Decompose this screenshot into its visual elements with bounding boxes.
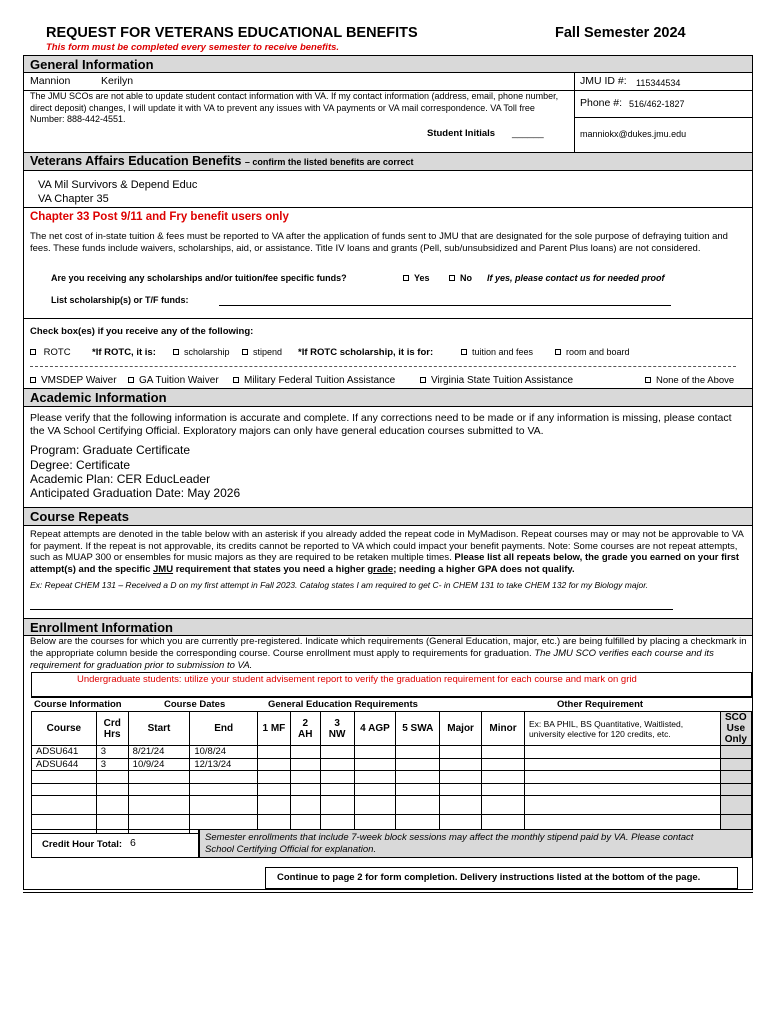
military-fed-checkbox[interactable] <box>233 377 239 383</box>
cell-other[interactable] <box>524 783 720 796</box>
cell-sco <box>720 796 751 815</box>
cell-ah[interactable] <box>290 796 320 815</box>
cell-crd: 3 <box>96 746 128 759</box>
cell-crd: 3 <box>96 758 128 771</box>
general-info-heading: General Information <box>23 55 753 73</box>
repeats-text: Repeat attempts are denoted in the table below with an asterisk if you already added the repeat code in MyMadison. Repeat courses may or may not be approvable to VA for payment. If the repeat is not approvable, its credits cannot be reported to VA which could impact your benefit payments. Note: Some courses are not repeat attempts, such as MUAP 300 or ensembles for music majors as they are required to be retaken multiple times. Please list all repeats below, the grade you earned on your first attempt(s) and the specific JMU requirement that states you need a higher grade; needing a higher GPA does not qualify. <box>30 529 744 575</box>
rotc-checkbox[interactable] <box>30 349 36 355</box>
cell-start: 8/21/24 <box>128 746 190 759</box>
cell-mf[interactable] <box>257 783 290 796</box>
cell-sco <box>720 746 751 759</box>
group-gen-ed: General Education Requirements <box>268 699 418 710</box>
table-row <box>32 783 752 796</box>
rotc-scholarship-checkbox[interactable] <box>173 349 179 355</box>
academic-heading: Academic Information <box>23 388 753 407</box>
cell-minor[interactable] <box>482 771 525 784</box>
rotc-stipend-checkbox[interactable] <box>242 349 248 355</box>
benefit-1: VA Mil Survivors & Depend Educ <box>38 179 198 191</box>
credit-total-value: 6 <box>130 837 136 849</box>
initials-field[interactable]: ______ <box>512 128 544 139</box>
col-agp: 4 AGP <box>354 712 396 746</box>
table-header-row <box>32 712 752 746</box>
semester-label: Fall Semester 2024 <box>555 25 686 41</box>
cell-course: ADSU644 <box>32 758 97 771</box>
academic-plan: Academic Plan: CER EducLeader <box>30 472 211 486</box>
table-row <box>32 796 752 815</box>
cell-start: 10/9/24 <box>128 758 190 771</box>
degree: Degree: Certificate <box>30 458 131 472</box>
cell-end[interactable] <box>190 796 258 815</box>
scholarship-question: Are you receiving any scholarships and/or tuition/fee specific funds? <box>51 273 347 283</box>
jmu-id-value: 115344534 <box>636 78 681 88</box>
cell-sco <box>720 771 751 784</box>
cell-other[interactable] <box>524 746 720 759</box>
rotc-it-is-label: *If ROTC, it is: <box>92 347 156 358</box>
cell-start[interactable] <box>128 783 190 796</box>
cell-swa[interactable] <box>396 783 440 796</box>
col-sco: SCO Use Only <box>720 712 751 746</box>
ga-waiver-checkbox[interactable] <box>128 377 134 383</box>
enrollment-text: Below are the courses for which you are currently pre-registered. Indicate which requirements (General Education, major, etc.) are being fulfilled by placing a checkmark in the appropriate column beside the corresponding course. Course enrollment must apply to requirements for graduation. The JMU SCO verifies each course and its requirement for graduation prior to submission to VA. <box>30 636 747 671</box>
col-major: Major <box>440 712 482 746</box>
cell-swa[interactable] <box>396 796 440 815</box>
ga-waiver-option[interactable]: GA Tuition Waiver <box>128 375 219 387</box>
undergrad-note: Undergraduate students: utilize your student advisement report to verify the graduation requirement for each course and mark on grid <box>77 674 637 685</box>
cell-nw[interactable] <box>320 796 354 815</box>
cell-ah[interactable] <box>290 746 320 759</box>
table-row <box>32 758 752 771</box>
table-row <box>32 746 752 759</box>
chapter33-heading: Chapter 33 Post 9/11 and Fry benefit users only <box>30 211 289 223</box>
col-ah: 2 AH <box>290 712 320 746</box>
group-course-dates: Course Dates <box>164 699 226 710</box>
cell-agp[interactable] <box>354 771 396 784</box>
col-crd-hrs: Crd Hrs <box>96 712 128 746</box>
cell-other[interactable] <box>524 771 720 784</box>
cell-agp[interactable] <box>354 746 396 759</box>
enrollment-heading: Enrollment Information <box>23 618 753 636</box>
yes-option[interactable]: Yes <box>403 273 430 285</box>
academic-text: Please verify that the following information is accurate and complete. If any corrections need to be made or if any information is missing, please contact the VA School Certifying Official. Exploratory majors can only have general education courses submitted to VA. <box>30 412 732 437</box>
cell-mf[interactable] <box>257 796 290 815</box>
col-swa: 5 SWA <box>396 712 440 746</box>
cell-ah[interactable] <box>290 783 320 796</box>
tuition-fees-option[interactable]: tuition and fees <box>461 347 533 359</box>
cell-major[interactable] <box>440 746 482 759</box>
room-board-checkbox[interactable] <box>555 349 561 355</box>
cell-minor[interactable] <box>482 758 525 771</box>
cell-mf[interactable] <box>257 758 290 771</box>
cell-major[interactable] <box>440 783 482 796</box>
email-value: manniokx@dukes.jmu.edu <box>580 129 687 139</box>
rotc-stipend-option[interactable]: stipend <box>242 347 282 359</box>
cell-other[interactable] <box>524 796 720 815</box>
col-nw: 3 NW <box>320 712 354 746</box>
cell-mf[interactable] <box>257 746 290 759</box>
yes-checkbox[interactable] <box>403 275 409 281</box>
repeats-heading: Course Repeats <box>23 507 753 526</box>
scholarship-list-field[interactable] <box>219 305 671 306</box>
cell-nw[interactable] <box>320 771 354 784</box>
col-end: End <box>190 712 258 746</box>
cell-nw[interactable] <box>320 746 354 759</box>
cell-mf[interactable] <box>257 771 290 784</box>
virginia-state-checkbox[interactable] <box>420 377 426 383</box>
va-heading-text: Veterans Affairs Education Benefits <box>30 154 242 168</box>
repeats-example: Ex: Repeat CHEM 131 – Received a D on my first attempt in Fall 2023. Catalog states I am required to get C- in CHEM 131 to take CHEM 132 for my Biology major. <box>30 580 649 590</box>
cell-major[interactable] <box>440 758 482 771</box>
initials-label: Student Initials <box>427 128 496 139</box>
if-yes-note: If yes, please contact us for needed proof <box>487 273 665 283</box>
no-option[interactable]: No <box>449 273 472 285</box>
block-note: Semester enrollments that include 7-week block sessions may affect the monthly stipend paid by VA. Please contact School Certifying Official for explanation. <box>205 832 694 855</box>
vmsdep-option[interactable]: VMSDEP Waiver <box>30 375 117 387</box>
cell-end: 10/8/24 <box>190 746 258 759</box>
cell-course[interactable] <box>32 771 97 784</box>
cell-end: 12/13/24 <box>190 758 258 771</box>
repeats-field[interactable] <box>30 609 673 610</box>
cell-crd[interactable] <box>96 783 128 796</box>
room-board-option[interactable]: room and board <box>555 347 630 359</box>
col-mf: 1 MF <box>257 712 290 746</box>
virginia-state-option[interactable]: Virginia State Tuition Assistance <box>420 375 573 387</box>
cell-agp[interactable] <box>354 758 396 771</box>
cell-major[interactable] <box>440 796 482 815</box>
chapter33-text: The net cost of in-state tuition & fees must be reported to VA after the application of funds sent to JMU that are designated for the sole purpose of defraying tuition and fees. These funds include waivers, scholarships, aid, or assistance. Title IV loans and grants (Pell, sub/unsubsidized and Parent Plus loans) are not considered. <box>30 231 728 254</box>
cell-other[interactable] <box>524 758 720 771</box>
divider <box>30 366 736 367</box>
rotc-scholarship-for-label: *If ROTC scholarship, it is for: <box>298 347 434 358</box>
first-name: Kerilyn <box>101 75 134 87</box>
rotc-option[interactable]: ROTC <box>30 347 71 359</box>
course-table <box>31 711 752 834</box>
cell-ah[interactable] <box>290 771 320 784</box>
check-heading: Check box(es) if you receive any of the following: <box>30 326 254 337</box>
none-option[interactable]: None of the Above <box>645 375 734 387</box>
va-benefits-heading <box>23 152 753 171</box>
group-other-req: Other Requirement <box>557 699 644 710</box>
military-fed-option[interactable]: Military Federal Tuition Assistance <box>233 375 395 387</box>
credit-total-label: Credit Hour Total: <box>42 839 123 850</box>
cell-minor[interactable] <box>482 796 525 815</box>
cell-start[interactable] <box>128 771 190 784</box>
cell-start[interactable] <box>128 796 190 815</box>
cell-course[interactable] <box>32 783 97 796</box>
group-course-info: Course Information <box>34 699 122 710</box>
program: Program: Graduate Certificate <box>30 443 191 457</box>
cell-crd[interactable] <box>96 796 128 815</box>
cell-course: ADSU641 <box>32 746 97 759</box>
cell-minor[interactable] <box>482 783 525 796</box>
scholarship-list-label: List scholarship(s) or T/F funds: <box>51 295 189 305</box>
cell-agp[interactable] <box>354 796 396 815</box>
form-subtitle: This form must be completed every semester to receive benefits. <box>46 42 340 53</box>
jmu-id-label: JMU ID #: <box>580 75 627 87</box>
cell-crd[interactable] <box>96 771 128 784</box>
table-row <box>32 771 752 784</box>
last-name: Mannion <box>30 75 71 87</box>
cell-swa[interactable] <box>396 746 440 759</box>
cell-end[interactable] <box>190 783 258 796</box>
col-minor: Minor <box>482 712 525 746</box>
rotc-scholarship-option[interactable]: scholarship <box>173 347 230 359</box>
graduation-date: Anticipated Graduation Date: May 2026 <box>30 486 241 500</box>
cell-end[interactable] <box>190 771 258 784</box>
cell-swa[interactable] <box>396 771 440 784</box>
cell-ah[interactable] <box>290 758 320 771</box>
cell-sco <box>720 783 751 796</box>
benefit-2: VA Chapter 35 <box>38 193 109 205</box>
phone-label: Phone #: <box>580 97 623 109</box>
cell-swa[interactable] <box>396 758 440 771</box>
cell-nw[interactable] <box>320 783 354 796</box>
cell-agp[interactable] <box>354 783 396 796</box>
no-checkbox[interactable] <box>449 275 455 281</box>
phone-value: 516/462-1827 <box>629 99 685 109</box>
cell-major[interactable] <box>440 771 482 784</box>
continue-text: Continue to page 2 for form completion. Delivery instructions listed at the bottom of the page. <box>277 872 701 883</box>
tuition-fees-checkbox[interactable] <box>461 349 467 355</box>
none-checkbox[interactable] <box>645 377 651 383</box>
contact-notice: The JMU SCOs are not able to update student contact information with VA. If my contact information (address, email, phone number, direct deposit) changes, I will update it with VA to prevent any issues with VA payments or VA mail correspondence. VA Toll free Number: 888-442-4551. <box>30 91 559 124</box>
vmsdep-checkbox[interactable] <box>30 377 36 383</box>
col-other-req: Ex: BA PHIL, BS Quantitative, Waitlisted, university elective for 120 credits, etc. <box>524 712 720 746</box>
cell-course[interactable] <box>32 796 97 815</box>
cell-minor[interactable] <box>482 746 525 759</box>
col-start: Start <box>128 712 190 746</box>
va-heading-note: – confirm the listed benefits are correct <box>244 157 414 167</box>
col-course: Course <box>32 712 97 746</box>
cell-sco <box>720 758 751 771</box>
form-title: REQUEST FOR VETERANS EDUCATIONAL BENEFITS <box>46 25 418 41</box>
cell-nw[interactable] <box>320 758 354 771</box>
